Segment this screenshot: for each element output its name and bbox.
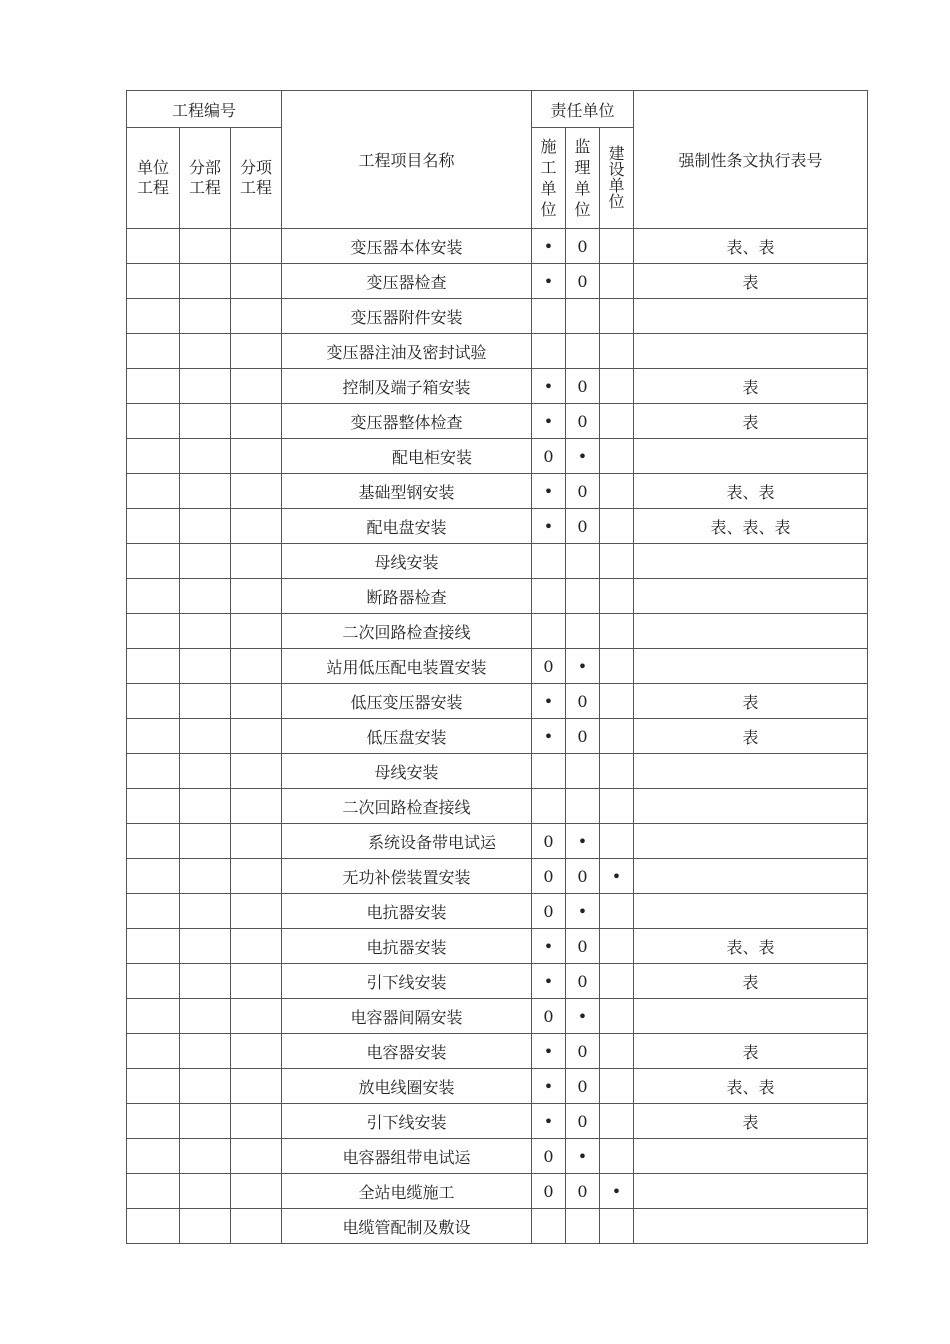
project-name-cell: 全站电缆施工: [282, 1174, 532, 1209]
supervision-unit-header: [566, 128, 600, 229]
project-name-cell: 二次回路检查接线: [282, 789, 532, 824]
table-row: [127, 1209, 868, 1244]
construction-mark-cell: •: [532, 509, 566, 544]
owner-mark-cell: [600, 1209, 634, 1244]
project-table: [126, 90, 868, 1244]
unit-project-cell: [127, 684, 180, 719]
form-number-cell: [634, 579, 868, 614]
unit-project-cell: [127, 1104, 180, 1139]
construction-mark-cell: •: [532, 1104, 566, 1139]
item-project-cell: [231, 299, 282, 334]
table-row: [127, 439, 868, 474]
owner-mark-cell: [600, 404, 634, 439]
item-project-cell: [231, 614, 282, 649]
construction-mark-cell: •: [532, 1034, 566, 1069]
project-name-cell: 电抗器安装: [282, 894, 532, 929]
division-project-cell: [180, 894, 231, 929]
form-number-cell: [634, 894, 868, 929]
item-project-cell: [231, 474, 282, 509]
supervision-mark-cell: [566, 299, 600, 334]
unit-project-cell: [127, 649, 180, 684]
table-row: [127, 684, 868, 719]
division-project-cell: [180, 299, 231, 334]
project-name-cell: 电容器安装: [282, 1034, 532, 1069]
form-number-cell: 表、表: [634, 1069, 868, 1104]
unit-project-cell: [127, 719, 180, 754]
item-project-cell: [231, 1034, 282, 1069]
construction-mark-cell: [532, 614, 566, 649]
owner-mark-cell: [600, 229, 634, 264]
construction-mark-cell: •: [532, 719, 566, 754]
unit-project-cell: [127, 334, 180, 369]
division-project-cell: [180, 684, 231, 719]
form-number-cell: 表、表: [634, 229, 868, 264]
supervision-mark-cell: 0: [566, 859, 600, 894]
division-project-cell: [180, 544, 231, 579]
item-project-cell: [231, 964, 282, 999]
supervision-mark-cell: [566, 334, 600, 369]
owner-unit-header: [600, 128, 634, 229]
project-name-cell: 二次回路检查接线: [282, 614, 532, 649]
item-project-cell: [231, 649, 282, 684]
supervision-mark-cell: •: [566, 439, 600, 474]
division-project-cell: [180, 229, 231, 264]
construction-mark-cell: •: [532, 369, 566, 404]
project-name-cell: 放电线圈安装: [282, 1069, 532, 1104]
supervision-mark-cell: 0: [566, 1174, 600, 1209]
table-row: [127, 264, 868, 299]
division-project-cell: [180, 964, 231, 999]
construction-unit-header: [532, 128, 566, 229]
construction-mark-cell: •: [532, 474, 566, 509]
division-project-cell: [180, 404, 231, 439]
owner-mark-cell: [600, 999, 634, 1034]
construction-mark-cell: [532, 579, 566, 614]
form-number-cell: [634, 614, 868, 649]
construction-mark-cell: [532, 1209, 566, 1244]
item-project-cell: [231, 334, 282, 369]
project-name-cell: 低压变压器安装: [282, 684, 532, 719]
owner-mark-cell: [600, 1034, 634, 1069]
unit-project-cell: [127, 474, 180, 509]
form-number-cell: 表: [634, 684, 868, 719]
item-project-cell: [231, 1104, 282, 1139]
supervision-mark-cell: [566, 754, 600, 789]
division-project-cell: [180, 509, 231, 544]
division-project-cell: [180, 999, 231, 1034]
item-project-cell: [231, 824, 282, 859]
project-name-cell: 电容器间隔安装: [282, 999, 532, 1034]
form-number-cell: [634, 649, 868, 684]
unit-project-cell: [127, 544, 180, 579]
table-row: [127, 474, 868, 509]
owner-mark-cell: [600, 1104, 634, 1139]
unit-project-cell: [127, 929, 180, 964]
form-number-cell: 表、表: [634, 929, 868, 964]
header-label: 施 工 单 位: [540, 137, 557, 219]
construction-mark-cell: •: [532, 229, 566, 264]
division-project-cell: [180, 824, 231, 859]
form-number-cell: [634, 439, 868, 474]
table-row: [127, 824, 868, 859]
project-name-cell: 变压器检查: [282, 264, 532, 299]
table-row: [127, 1174, 868, 1209]
table-row: [127, 754, 868, 789]
form-number-cell: 表: [634, 404, 868, 439]
unit-project-cell: [127, 1174, 180, 1209]
project-name-cell: 配电柜安装: [282, 439, 532, 474]
division-project-cell: [180, 929, 231, 964]
project-name-cell: 控制及端子箱安装: [282, 369, 532, 404]
item-project-header: [231, 128, 282, 229]
owner-mark-cell: [600, 894, 634, 929]
supervision-mark-cell: •: [566, 999, 600, 1034]
owner-mark-cell: [600, 1139, 634, 1174]
unit-project-header: [127, 128, 180, 229]
supervision-mark-cell: 0: [566, 509, 600, 544]
supervision-mark-cell: 0: [566, 474, 600, 509]
item-project-cell: [231, 229, 282, 264]
project-name-cell: 电缆管配制及敷设: [282, 1209, 532, 1244]
supervision-mark-cell: •: [566, 894, 600, 929]
form-number-cell: 表: [634, 964, 868, 999]
item-project-cell: [231, 404, 282, 439]
form-number-cell: [634, 859, 868, 894]
form-number-cell: [634, 754, 868, 789]
division-project-cell: [180, 1209, 231, 1244]
construction-mark-cell: 0: [532, 1174, 566, 1209]
construction-mark-cell: [532, 299, 566, 334]
division-project-cell: [180, 859, 231, 894]
header-row-1: [127, 91, 868, 128]
project-name-cell: 变压器本体安装: [282, 229, 532, 264]
construction-mark-cell: •: [532, 684, 566, 719]
item-project-cell: [231, 894, 282, 929]
project-name-cell: 母线安装: [282, 544, 532, 579]
project-name-cell: 母线安装: [282, 754, 532, 789]
division-project-cell: [180, 334, 231, 369]
owner-mark-cell: [600, 544, 634, 579]
construction-mark-cell: •: [532, 404, 566, 439]
construction-mark-cell: [532, 334, 566, 369]
owner-mark-cell: [600, 369, 634, 404]
construction-mark-cell: 0: [532, 894, 566, 929]
supervision-mark-cell: •: [566, 824, 600, 859]
division-project-cell: [180, 614, 231, 649]
unit-project-cell: [127, 264, 180, 299]
form-number-cell: [634, 789, 868, 824]
supervision-mark-cell: 0: [566, 1069, 600, 1104]
item-project-cell: [231, 684, 282, 719]
owner-mark-cell: [600, 614, 634, 649]
unit-project-cell: [127, 1209, 180, 1244]
supervision-mark-cell: [566, 579, 600, 614]
owner-mark-cell: [600, 579, 634, 614]
owner-mark-cell: [600, 754, 634, 789]
item-project-cell: [231, 789, 282, 824]
table-row: [127, 999, 868, 1034]
item-project-cell: [231, 1139, 282, 1174]
item-project-cell: [231, 509, 282, 544]
item-project-cell: [231, 544, 282, 579]
unit-project-cell: [127, 824, 180, 859]
item-project-cell: [231, 439, 282, 474]
construction-mark-cell: 0: [532, 999, 566, 1034]
supervision-mark-cell: 0: [566, 684, 600, 719]
division-project-cell: [180, 1034, 231, 1069]
construction-mark-cell: •: [532, 264, 566, 299]
form-number-cell: 表、表、表: [634, 509, 868, 544]
owner-mark-cell: [600, 824, 634, 859]
form-number-cell: 表: [634, 264, 868, 299]
form-number-cell: 表: [634, 719, 868, 754]
construction-mark-cell: 0: [532, 439, 566, 474]
form-number-cell: [634, 824, 868, 859]
supervision-mark-cell: [566, 1209, 600, 1244]
form-number-cell: [634, 1174, 868, 1209]
unit-project-cell: [127, 1034, 180, 1069]
table-row: [127, 229, 868, 264]
form-number-cell: 表、表: [634, 474, 868, 509]
header-label: 建 设 单 位: [608, 144, 625, 211]
division-project-cell: [180, 439, 231, 474]
owner-mark-cell: [600, 719, 634, 754]
construction-mark-cell: 0: [532, 824, 566, 859]
division-project-cell: [180, 754, 231, 789]
table-row: [127, 894, 868, 929]
item-project-cell: [231, 859, 282, 894]
supervision-mark-cell: 0: [566, 719, 600, 754]
construction-mark-cell: •: [532, 1069, 566, 1104]
supervision-mark-cell: [566, 544, 600, 579]
owner-mark-cell: [600, 929, 634, 964]
owner-mark-cell: •: [600, 1174, 634, 1209]
project-name-cell: 基础型钢安装: [282, 474, 532, 509]
table-row: [127, 369, 868, 404]
header-label: 监 理 单 位: [574, 137, 591, 219]
form-number-cell: [634, 334, 868, 369]
owner-mark-cell: [600, 964, 634, 999]
table-row: [127, 579, 868, 614]
unit-project-cell: [127, 614, 180, 649]
table-row: [127, 509, 868, 544]
item-project-cell: [231, 1069, 282, 1104]
owner-mark-cell: [600, 509, 634, 544]
table-row: [127, 544, 868, 579]
unit-project-cell: [127, 509, 180, 544]
form-number-cell: [634, 1139, 868, 1174]
table-row: [127, 299, 868, 334]
division-project-cell: [180, 264, 231, 299]
header-label: 单位 工程: [136, 158, 169, 197]
table-row: [127, 334, 868, 369]
owner-mark-cell: •: [600, 859, 634, 894]
table-row: [127, 859, 868, 894]
supervision-mark-cell: 0: [566, 929, 600, 964]
project-name-cell: 站用低压配电装置安装: [282, 649, 532, 684]
form-number-cell: 表: [634, 369, 868, 404]
division-project-cell: [180, 649, 231, 684]
project-name-cell: 配电盘安装: [282, 509, 532, 544]
unit-project-cell: [127, 369, 180, 404]
project-name-cell: 变压器注油及密封试验: [282, 334, 532, 369]
unit-project-cell: [127, 579, 180, 614]
supervision-mark-cell: 0: [566, 264, 600, 299]
construction-mark-cell: •: [532, 964, 566, 999]
item-project-cell: [231, 369, 282, 404]
construction-mark-cell: [532, 789, 566, 824]
item-project-cell: [231, 719, 282, 754]
table-row: [127, 1069, 868, 1104]
responsible-units-header: 责任单位: [532, 91, 634, 128]
table-row: [127, 1139, 868, 1174]
project-name-cell: 变压器附件安装: [282, 299, 532, 334]
supervision-mark-cell: 0: [566, 229, 600, 264]
table-row: [127, 649, 868, 684]
unit-project-cell: [127, 299, 180, 334]
construction-mark-cell: •: [532, 929, 566, 964]
form-number-cell: [634, 544, 868, 579]
owner-mark-cell: [600, 789, 634, 824]
owner-mark-cell: [600, 474, 634, 509]
table-row: [127, 1104, 868, 1139]
construction-mark-cell: [532, 754, 566, 789]
unit-project-cell: [127, 1069, 180, 1104]
project-name-cell: 电抗器安装: [282, 929, 532, 964]
project-name-cell: 引下线安装: [282, 1104, 532, 1139]
table-row: [127, 614, 868, 649]
unit-project-cell: [127, 754, 180, 789]
table-row: [127, 404, 868, 439]
project-name-cell: 系统设备带电试运: [282, 824, 532, 859]
form-number-cell: [634, 1209, 868, 1244]
project-name-cell: 断路器检查: [282, 579, 532, 614]
division-project-cell: [180, 474, 231, 509]
owner-mark-cell: [600, 649, 634, 684]
construction-mark-cell: 0: [532, 1139, 566, 1174]
item-project-cell: [231, 579, 282, 614]
unit-project-cell: [127, 229, 180, 264]
unit-project-cell: [127, 859, 180, 894]
unit-project-cell: [127, 404, 180, 439]
unit-project-cell: [127, 894, 180, 929]
project-name-cell: 低压盘安装: [282, 719, 532, 754]
unit-project-cell: [127, 439, 180, 474]
division-project-cell: [180, 369, 231, 404]
construction-mark-cell: 0: [532, 649, 566, 684]
supervision-mark-cell: •: [566, 649, 600, 684]
table-row: [127, 789, 868, 824]
header-label: 分项 工程: [239, 158, 272, 197]
form-number-cell: [634, 999, 868, 1034]
division-project-header: [180, 128, 231, 229]
unit-project-cell: [127, 1139, 180, 1174]
project-name-cell: 电容器组带电试运: [282, 1139, 532, 1174]
table-row: [127, 964, 868, 999]
division-project-cell: [180, 1139, 231, 1174]
division-project-cell: [180, 579, 231, 614]
supervision-mark-cell: [566, 614, 600, 649]
supervision-mark-cell: 0: [566, 1104, 600, 1139]
item-project-cell: [231, 1209, 282, 1244]
division-project-cell: [180, 719, 231, 754]
item-project-cell: [231, 1174, 282, 1209]
owner-mark-cell: [600, 299, 634, 334]
table-row: [127, 929, 868, 964]
construction-mark-cell: 0: [532, 859, 566, 894]
mandatory-form-header: 强制性条文执行表号: [634, 91, 868, 229]
owner-mark-cell: [600, 264, 634, 299]
header-label: 分部 工程: [188, 158, 221, 197]
supervision-mark-cell: 0: [566, 369, 600, 404]
unit-project-cell: [127, 999, 180, 1034]
project-name-cell: 无功补偿装置安装: [282, 859, 532, 894]
table-row: [127, 1034, 868, 1069]
table-row: [127, 719, 868, 754]
item-project-cell: [231, 929, 282, 964]
owner-mark-cell: [600, 1069, 634, 1104]
supervision-mark-cell: 0: [566, 1034, 600, 1069]
supervision-mark-cell: 0: [566, 404, 600, 439]
form-number-cell: 表: [634, 1034, 868, 1069]
owner-mark-cell: [600, 334, 634, 369]
supervision-mark-cell: •: [566, 1139, 600, 1174]
supervision-mark-cell: 0: [566, 964, 600, 999]
item-project-cell: [231, 754, 282, 789]
division-project-cell: [180, 1174, 231, 1209]
construction-mark-cell: [532, 544, 566, 579]
item-project-cell: [231, 264, 282, 299]
project-name-header: 工程项目名称: [282, 91, 532, 229]
division-project-cell: [180, 1104, 231, 1139]
owner-mark-cell: [600, 439, 634, 474]
division-project-cell: [180, 1069, 231, 1104]
item-project-cell: [231, 999, 282, 1034]
supervision-mark-cell: [566, 789, 600, 824]
unit-project-cell: [127, 964, 180, 999]
project-code-header: 工程编号: [127, 91, 282, 128]
division-project-cell: [180, 789, 231, 824]
project-name-cell: 变压器整体检查: [282, 404, 532, 439]
owner-mark-cell: [600, 684, 634, 719]
form-number-cell: [634, 299, 868, 334]
unit-project-cell: [127, 789, 180, 824]
project-name-cell: 引下线安装: [282, 964, 532, 999]
form-number-cell: 表: [634, 1104, 868, 1139]
